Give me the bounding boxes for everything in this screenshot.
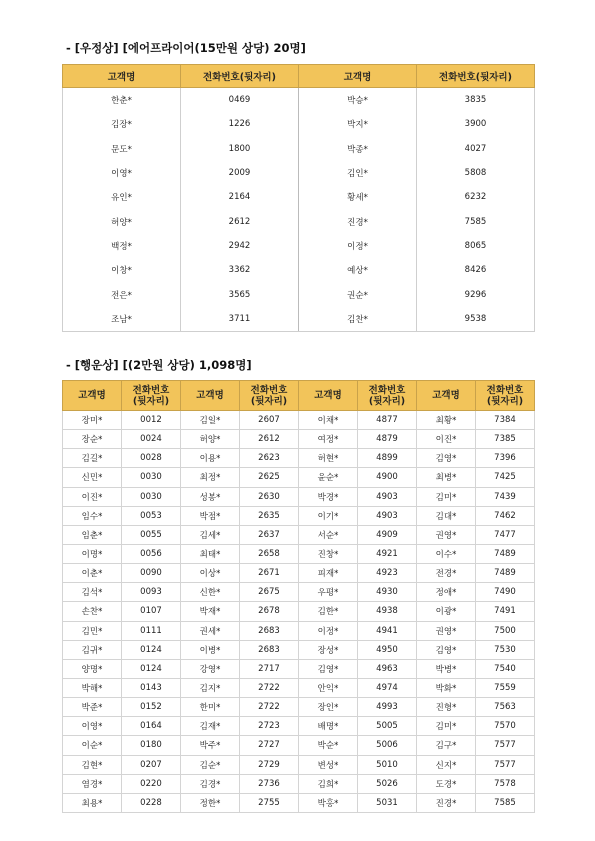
phone-digits-cell: 4974	[358, 678, 417, 697]
phone-digits-cell: 4909	[358, 525, 417, 544]
phone-digits-cell: 5006	[358, 736, 417, 755]
phone-digits-cell: 2755	[240, 793, 299, 812]
header-customer-name	[299, 381, 358, 411]
header-phone-last-digits	[122, 381, 181, 411]
table-row	[63, 736, 535, 755]
customer-name-cell: 이창*	[63, 258, 181, 282]
phone-digits-cell: 9296	[417, 282, 535, 306]
customer-name-cell: 박종*	[299, 137, 417, 161]
phone-digits-cell: 2722	[240, 678, 299, 697]
phone-digits-cell: 4921	[358, 544, 417, 563]
luck-prize-table	[62, 380, 535, 813]
customer-name-cell: 김경*	[181, 774, 240, 793]
table-row	[63, 793, 535, 812]
header-customer-name: 고객명	[63, 65, 181, 88]
customer-name-cell: 우평*	[299, 583, 358, 602]
customer-name-cell: 이정*	[299, 621, 358, 640]
phone-digits-cell: 7490	[476, 583, 535, 602]
header-line: 고객명	[196, 390, 224, 401]
phone-digits-cell: 7489	[476, 544, 535, 563]
header-line: 전화번호	[250, 384, 288, 396]
phone-digits-cell: 2675	[240, 583, 299, 602]
customer-name-cell: 허현*	[299, 449, 358, 468]
phone-digits-cell: 4027	[417, 137, 535, 161]
phone-digits-cell: 0024	[122, 430, 181, 449]
table-row	[63, 506, 535, 525]
customer-name-cell: 이상*	[181, 564, 240, 583]
phone-digits-cell: 0180	[122, 736, 181, 755]
table-row	[63, 411, 535, 430]
customer-name-cell: 진창*	[299, 544, 358, 563]
phone-digits-cell: 7540	[476, 659, 535, 678]
header-phone-last-digits: 전화번호(뒷자리)	[181, 65, 299, 88]
phone-digits-cell: 4950	[358, 640, 417, 659]
table-row	[63, 621, 535, 640]
header-line: 전화번호	[132, 384, 170, 396]
phone-digits-cell: 0220	[122, 774, 181, 793]
customer-name-cell: 이춘*	[63, 564, 122, 583]
customer-name-cell: 예상*	[299, 258, 417, 282]
customer-name-cell: 정한*	[181, 793, 240, 812]
phone-digits-cell: 4877	[358, 411, 417, 430]
customer-name-cell: 김희*	[299, 774, 358, 793]
customer-name-cell: 장인*	[299, 698, 358, 717]
phone-digits-cell: 2635	[240, 506, 299, 525]
table-row	[63, 717, 535, 736]
customer-name-cell: 박준*	[63, 698, 122, 717]
customer-name-cell: 박병*	[417, 659, 476, 678]
phone-digits-cell: 7585	[417, 209, 535, 233]
phone-digits-cell: 0093	[122, 583, 181, 602]
customer-name-cell: 권영*	[417, 621, 476, 640]
phone-digits-cell: 0469	[181, 88, 299, 113]
table-row	[63, 774, 535, 793]
customer-name-cell: 성봉*	[181, 487, 240, 506]
phone-digits-cell: 9538	[417, 307, 535, 332]
customer-name-cell: 한미*	[181, 698, 240, 717]
header-customer-name	[63, 381, 122, 411]
customer-name-cell: 안익*	[299, 678, 358, 697]
customer-name-cell: 김영*	[417, 640, 476, 659]
phone-digits-cell: 0028	[122, 449, 181, 468]
phone-digits-cell: 6232	[417, 185, 535, 209]
phone-digits-cell: 5005	[358, 717, 417, 736]
customer-name-cell: 김귀*	[63, 640, 122, 659]
customer-name-cell: 최황*	[417, 411, 476, 430]
customer-name-cell: 여정*	[299, 430, 358, 449]
phone-digits-cell: 7385	[476, 430, 535, 449]
phone-digits-cell: 7462	[476, 506, 535, 525]
customer-name-cell: 김순*	[181, 755, 240, 774]
phone-digits-cell: 3565	[181, 282, 299, 306]
customer-name-cell: 임춘*	[63, 525, 122, 544]
customer-name-cell: 권순*	[299, 282, 417, 306]
phone-digits-cell: 4900	[358, 468, 417, 487]
customer-name-cell: 박화*	[417, 678, 476, 697]
customer-name-cell: 염경*	[63, 774, 122, 793]
customer-name-cell: 정애*	[417, 583, 476, 602]
customer-name-cell: 문도*	[63, 137, 181, 161]
table-row	[63, 88, 535, 113]
table-row	[63, 755, 535, 774]
phone-digits-cell: 3835	[417, 88, 535, 113]
customer-name-cell: 김한*	[299, 602, 358, 621]
customer-name-cell: 이용*	[181, 449, 240, 468]
phone-digits-cell: 2607	[240, 411, 299, 430]
table-row	[63, 112, 535, 136]
customer-name-cell: 손찬*	[63, 602, 122, 621]
customer-name-cell: 윤순*	[299, 468, 358, 487]
header-customer-name	[181, 381, 240, 411]
customer-name-cell: 박순*	[299, 736, 358, 755]
phone-digits-cell: 2717	[240, 659, 299, 678]
friendship-prize-table	[62, 64, 535, 332]
phone-digits-cell: 0012	[122, 411, 181, 430]
phone-digits-cell: 7500	[476, 621, 535, 640]
phone-digits-cell: 3900	[417, 112, 535, 136]
customer-name-cell: 김장*	[63, 112, 181, 136]
phone-digits-cell: 0056	[122, 544, 181, 563]
customer-name-cell: 이영*	[63, 717, 122, 736]
table-row	[63, 640, 535, 659]
customer-name-cell: 이병*	[181, 640, 240, 659]
table-row	[63, 659, 535, 678]
phone-digits-cell: 2658	[240, 544, 299, 563]
customer-name-cell: 장미*	[63, 411, 122, 430]
phone-digits-cell: 0053	[122, 506, 181, 525]
phone-digits-cell: 8065	[417, 234, 535, 258]
phone-digits-cell: 5010	[358, 755, 417, 774]
phone-digits-cell: 0030	[122, 468, 181, 487]
phone-digits-cell: 2723	[240, 717, 299, 736]
phone-digits-cell: 2727	[240, 736, 299, 755]
phone-digits-cell: 0228	[122, 793, 181, 812]
customer-name-cell: 전은*	[63, 282, 181, 306]
table-row	[63, 678, 535, 697]
customer-name-cell: 허양*	[63, 209, 181, 233]
phone-digits-cell: 2942	[181, 234, 299, 258]
phone-digits-cell: 2683	[240, 640, 299, 659]
customer-name-cell: 장순*	[63, 430, 122, 449]
customer-name-cell: 임수*	[63, 506, 122, 525]
customer-name-cell: 전경*	[417, 564, 476, 583]
phone-digits-cell: 3711	[181, 307, 299, 332]
phone-digits-cell: 0030	[122, 487, 181, 506]
phone-digits-cell: 4923	[358, 564, 417, 583]
phone-digits-cell: 4903	[358, 487, 417, 506]
customer-name-cell: 김미*	[417, 717, 476, 736]
section-title-luck-prize: - [행운상] [(2만원 상당) 1,098명]	[66, 358, 252, 372]
section-title-friendship-prize: - [우정상] [에어프라이어(15만원 상당) 20명]	[66, 41, 306, 55]
header-line: (뒷자리)	[368, 395, 406, 407]
customer-name-cell: 김찬*	[299, 307, 417, 332]
phone-digits-cell: 2164	[181, 185, 299, 209]
phone-digits-cell: 7577	[476, 755, 535, 774]
customer-name-cell: 이순*	[63, 736, 122, 755]
table-row	[63, 564, 535, 583]
header-line: 전화번호	[368, 384, 406, 396]
phone-digits-cell: 0152	[122, 698, 181, 717]
table-row	[63, 161, 535, 185]
customer-name-cell: 신한*	[181, 583, 240, 602]
customer-name-cell: 김세*	[181, 525, 240, 544]
header-phone-last-digits	[476, 381, 535, 411]
phone-digits-cell: 8426	[417, 258, 535, 282]
phone-digits-cell: 2637	[240, 525, 299, 544]
customer-name-cell: 유인*	[63, 185, 181, 209]
table-row	[63, 449, 535, 468]
table-row	[63, 137, 535, 161]
phone-digits-cell: 2736	[240, 774, 299, 793]
header-line: 고객명	[78, 390, 106, 401]
customer-name-cell: 김영*	[417, 449, 476, 468]
table-row	[63, 583, 535, 602]
customer-name-cell: 김지*	[181, 678, 240, 697]
phone-digits-cell: 4963	[358, 659, 417, 678]
customer-name-cell: 진형*	[417, 698, 476, 717]
table-header-row	[63, 381, 535, 411]
customer-name-cell: 김길*	[63, 449, 122, 468]
table-row	[63, 468, 535, 487]
phone-digits-cell: 0090	[122, 564, 181, 583]
phone-digits-cell: 7477	[476, 525, 535, 544]
customer-name-cell: 한춘*	[63, 88, 181, 113]
header-line: (뒷자리)	[486, 395, 524, 407]
customer-name-cell: 박지*	[299, 112, 417, 136]
phone-digits-cell: 7489	[476, 564, 535, 583]
customer-name-cell: 허양*	[181, 430, 240, 449]
customer-name-cell: 진경*	[299, 209, 417, 233]
phone-digits-cell: 7530	[476, 640, 535, 659]
phone-digits-cell: 0143	[122, 678, 181, 697]
table-row	[63, 185, 535, 209]
customer-name-cell: 김석*	[63, 583, 122, 602]
table-row	[63, 209, 535, 233]
customer-name-cell: 김인*	[299, 161, 417, 185]
table-row	[63, 258, 535, 282]
customer-name-cell: 박재*	[181, 602, 240, 621]
customer-name-cell: 박주*	[181, 736, 240, 755]
phone-digits-cell: 7396	[476, 449, 535, 468]
customer-name-cell: 박승*	[299, 88, 417, 113]
header-line: 고객명	[314, 390, 342, 401]
header-line: (뒷자리)	[250, 395, 288, 407]
header-line: (뒷자리)	[132, 395, 170, 407]
customer-name-cell: 이영*	[63, 161, 181, 185]
header-line: 전화번호	[486, 384, 524, 396]
phone-digits-cell: 1226	[181, 112, 299, 136]
phone-digits-cell: 2612	[181, 209, 299, 233]
customer-name-cell: 황세*	[299, 185, 417, 209]
phone-digits-cell: 0124	[122, 640, 181, 659]
customer-name-cell: 조남*	[63, 307, 181, 332]
customer-name-cell: 김일*	[181, 411, 240, 430]
customer-name-cell: 이정*	[299, 234, 417, 258]
phone-digits-cell: 4879	[358, 430, 417, 449]
header-line: 고객명	[432, 390, 460, 401]
customer-name-cell: 신지*	[417, 755, 476, 774]
customer-name-cell: 이명*	[63, 544, 122, 563]
table-row	[63, 525, 535, 544]
phone-digits-cell: 7578	[476, 774, 535, 793]
phone-digits-cell: 0055	[122, 525, 181, 544]
header-customer-name: 고객명	[299, 65, 417, 88]
customer-name-cell: 백정*	[63, 234, 181, 258]
phone-digits-cell: 4993	[358, 698, 417, 717]
phone-digits-cell: 2623	[240, 449, 299, 468]
table-row	[63, 544, 535, 563]
phone-digits-cell: 1800	[181, 137, 299, 161]
table-row	[63, 307, 535, 332]
phone-digits-cell: 7425	[476, 468, 535, 487]
customer-name-cell: 이진*	[417, 430, 476, 449]
customer-name-cell: 김민*	[63, 621, 122, 640]
phone-digits-cell: 2630	[240, 487, 299, 506]
customer-name-cell: 이진*	[63, 487, 122, 506]
phone-digits-cell: 2625	[240, 468, 299, 487]
phone-digits-cell: 0164	[122, 717, 181, 736]
customer-name-cell: 서순*	[299, 525, 358, 544]
customer-name-cell: 김현*	[63, 755, 122, 774]
table-row	[63, 430, 535, 449]
phone-digits-cell: 7570	[476, 717, 535, 736]
customer-name-cell: 이채*	[299, 411, 358, 430]
customer-name-cell: 이수*	[417, 544, 476, 563]
customer-name-cell: 이광*	[417, 602, 476, 621]
phone-digits-cell: 0207	[122, 755, 181, 774]
customer-name-cell: 박해*	[63, 678, 122, 697]
table-header-row	[63, 65, 535, 88]
phone-digits-cell: 2009	[181, 161, 299, 185]
phone-digits-cell: 7439	[476, 487, 535, 506]
header-phone-last-digits: 전화번호(뒷자리)	[417, 65, 535, 88]
table-row	[63, 487, 535, 506]
phone-digits-cell: 2722	[240, 698, 299, 717]
customer-name-cell: 최정*	[181, 468, 240, 487]
header-phone-last-digits	[358, 381, 417, 411]
phone-digits-cell: 4938	[358, 602, 417, 621]
table-row	[63, 282, 535, 306]
phone-digits-cell: 2683	[240, 621, 299, 640]
phone-digits-cell: 4941	[358, 621, 417, 640]
phone-digits-cell: 7559	[476, 678, 535, 697]
customer-name-cell: 도경*	[417, 774, 476, 793]
customer-name-cell: 양명*	[63, 659, 122, 678]
phone-digits-cell: 7491	[476, 602, 535, 621]
table-row	[63, 698, 535, 717]
customer-name-cell: 신민*	[63, 468, 122, 487]
phone-digits-cell: 0124	[122, 659, 181, 678]
phone-digits-cell: 0107	[122, 602, 181, 621]
phone-digits-cell: 2671	[240, 564, 299, 583]
phone-digits-cell: 2612	[240, 430, 299, 449]
table-row	[63, 234, 535, 258]
customer-name-cell: 박경*	[299, 487, 358, 506]
phone-digits-cell: 5026	[358, 774, 417, 793]
customer-name-cell: 장성*	[299, 640, 358, 659]
customer-name-cell: 배명*	[299, 717, 358, 736]
phone-digits-cell: 5808	[417, 161, 535, 185]
customer-name-cell: 박점*	[181, 506, 240, 525]
phone-digits-cell: 0111	[122, 621, 181, 640]
phone-digits-cell: 4899	[358, 449, 417, 468]
customer-name-cell: 박홍*	[299, 793, 358, 812]
phone-digits-cell: 2729	[240, 755, 299, 774]
header-phone-last-digits	[240, 381, 299, 411]
customer-name-cell: 변성*	[299, 755, 358, 774]
phone-digits-cell: 2678	[240, 602, 299, 621]
customer-name-cell: 이기*	[299, 506, 358, 525]
phone-digits-cell: 4903	[358, 506, 417, 525]
header-customer-name	[417, 381, 476, 411]
phone-digits-cell: 5031	[358, 793, 417, 812]
customer-name-cell: 최병*	[417, 468, 476, 487]
customer-name-cell: 최태*	[181, 544, 240, 563]
phone-digits-cell: 4930	[358, 583, 417, 602]
customer-name-cell: 김대*	[417, 506, 476, 525]
phone-digits-cell: 7585	[476, 793, 535, 812]
table-row	[63, 602, 535, 621]
customer-name-cell: 권세*	[181, 621, 240, 640]
phone-digits-cell: 3362	[181, 258, 299, 282]
customer-name-cell: 김구*	[417, 736, 476, 755]
customer-name-cell: 김영*	[299, 659, 358, 678]
customer-name-cell: 최용*	[63, 793, 122, 812]
phone-digits-cell: 7563	[476, 698, 535, 717]
customer-name-cell: 김재*	[181, 717, 240, 736]
customer-name-cell: 피재*	[299, 564, 358, 583]
customer-name-cell: 진경*	[417, 793, 476, 812]
phone-digits-cell: 7384	[476, 411, 535, 430]
customer-name-cell: 김미*	[417, 487, 476, 506]
customer-name-cell: 강영*	[181, 659, 240, 678]
phone-digits-cell: 7577	[476, 736, 535, 755]
customer-name-cell: 권영*	[417, 525, 476, 544]
